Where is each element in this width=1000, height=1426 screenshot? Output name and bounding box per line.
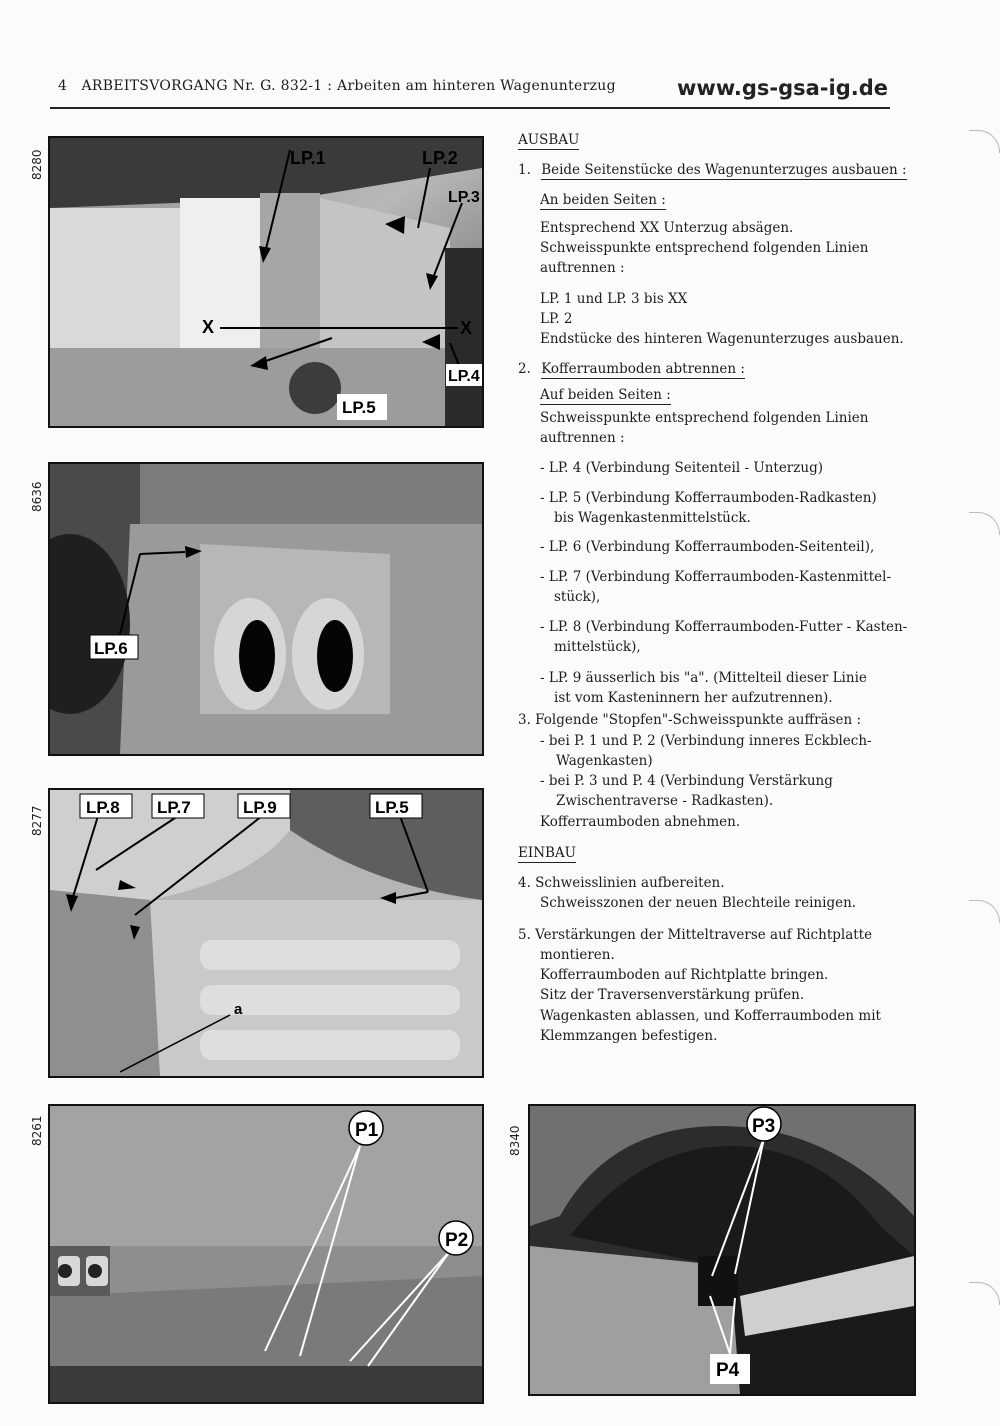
page-header [58,78,616,94]
step-3-text: - bei P. 1 und P. 2 (Verbindung inneres Eckblech- [540,733,872,749]
photo-8636 [48,462,484,756]
label-lp5b: LP.5 [375,798,409,817]
label-lp5: LP.5 [342,398,376,417]
page-number: 4 [58,78,68,94]
page-tab [969,900,1000,923]
bullet-lp9: - LP. 9 äusserlich bis "a". (Mittelteil dieser Linie [540,670,867,686]
step-5-text: Klemmzangen befestigen. [540,1028,718,1044]
bullet-lp9-cont: ist vom Kasteninnern her aufzutrennen). [554,690,833,706]
bullet-lp4: - LP. 4 (Verbindung Seitenteil - Unterzug) [540,460,823,476]
step-5-text: Kofferraumboden auf Richtplatte bringen. [540,967,829,983]
label-lp2: LP.2 [422,148,458,168]
bullet-lp8-cont: mittelstück), [554,639,641,655]
heading-einbau: EINBAU [518,845,577,861]
step-2-text: auftrennen : [540,430,625,446]
photo-8277 [48,788,484,1078]
step-2-subheading: Auf beiden Seiten : [540,387,671,403]
website-link[interactable]: www.gs-gsa-ig.de [677,76,888,100]
step-1-text: LP. 2 [540,311,573,327]
label-lp8: LP.8 [86,798,120,817]
page-tab [969,512,1000,535]
figure-number: 8340 [508,1125,522,1156]
label-a: a [234,1001,243,1018]
step-5-title: 5. Verstärkungen der Mitteltraverse auf Richtplatte [518,927,873,943]
figure-number: 8261 [30,1115,44,1146]
page-tab [969,130,1000,153]
bullet-lp8: - LP. 8 (Verbindung Kofferraumboden-Futter - Kasten- [540,619,908,635]
bullet-lp5: - LP. 5 (Verbindung Kofferraumboden-Radkasten) [540,490,877,506]
bullet-lp6: - LP. 6 (Verbindung Kofferraumboden-Seitenteil), [540,539,875,555]
heading-ausbau: AUSBAU [518,132,580,148]
header-rule [50,107,890,109]
page-tab [969,1282,1000,1305]
bullet-lp7-cont: stück), [554,589,601,605]
step-1-title: 1. Beide Seitenstücke des Wagenunterzuges ausbauen : [518,162,907,178]
label-p1: P1 [355,1120,379,1141]
step-1-text: LP. 1 und LP. 3 bis XX [540,291,688,307]
step-3-title: 3. Folgende "Stopfen"-Schweisspunkte auffräsen : [518,712,862,728]
figure-number: 8280 [30,149,44,180]
step-5-text: montieren. [540,947,615,963]
step-1-text: Schweisspunkte entsprechend folgenden Linien [540,240,869,256]
bullet-lp7: - LP. 7 (Verbindung Kofferraumboden-Kastenmittel- [540,569,892,585]
step-5-text: Wagenkasten ablassen, und Kofferraumboden mit [540,1008,881,1024]
step-2-title: 2. Kofferraumboden abtrennen : [518,361,745,377]
label-x-left: X [202,317,215,337]
photo-8261 [48,1104,484,1404]
step-1-text: auftrennen : [540,260,625,276]
figure-number: 8636 [30,481,44,512]
bullet-lp5-cont: bis Wagenkastenmittelstück. [554,510,751,526]
step-4-title: 4. Schweisslinien aufbereiten. [518,875,725,891]
label-x-right: X [460,318,473,338]
page-title: ARBEITSVORGANG Nr. G. 832-1 : Arbeiten am hinteren Wagenunterzug [81,78,616,94]
step-4-text: Schweisszonen der neuen Blechteile reinigen. [540,895,857,911]
photo-8280 [48,136,484,428]
step-1-subheading: An beiden Seiten : [540,192,666,208]
label-lp4: LP.4 [448,368,480,385]
label-p2: P2 [445,1230,469,1251]
step-1-text: Endstücke des hinteren Wagenunterzuges ausbauen. [540,331,904,347]
label-lp9: LP.9 [243,798,277,817]
figure-number: 8277 [30,805,44,836]
label-p4: P4 [716,1360,740,1381]
step-2-text: Schweisspunkte entsprechend folgenden Linien [540,410,869,426]
step-3-text: - bei P. 3 und P. 4 (Verbindung Verstärkung [540,773,833,789]
label-lp1: LP.1 [290,148,326,168]
step-5-text: Sitz der Traversenverstärkung prüfen. [540,987,805,1003]
label-lp7: LP.7 [157,798,191,817]
label-lp6: LP.6 [94,639,128,658]
label-p3: P3 [752,1116,776,1137]
step-3-text: Wagenkasten) [556,753,653,769]
step-3-text: Kofferraumboden abnehmen. [540,814,741,830]
step-3-text: Zwischentraverse - Radkasten). [556,793,774,809]
step-1-text: Entsprechend XX Unterzug absägen. [540,220,794,236]
label-lp3: LP.3 [448,189,480,206]
photo-8340 [528,1104,916,1396]
